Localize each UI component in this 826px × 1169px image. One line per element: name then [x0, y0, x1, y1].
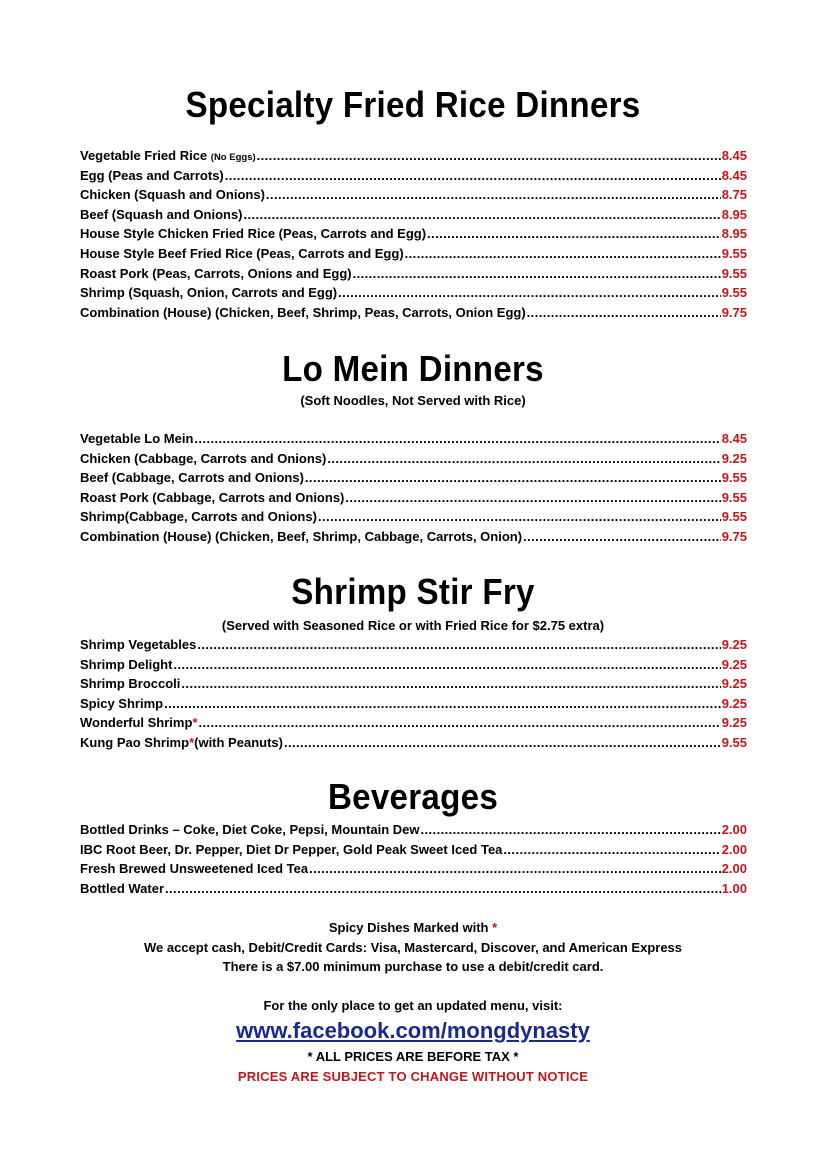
item-name: Shrimp Delight	[80, 656, 173, 672]
item-price: 9.25	[721, 637, 747, 652]
menu-item	[80, 224, 747, 244]
menu-item	[80, 449, 747, 469]
item-name: Kung Pao Shrimp	[80, 734, 190, 750]
item-name: Vegetable Fried Rice	[80, 148, 211, 163]
stir-fry-subtitle: (Served with Seasoned Rice or with Fried Rice for $2.75 extra)	[221, 618, 605, 633]
item-name: Shrimp(Cabbage, Carrots and Onions)	[80, 509, 317, 525]
menu-item	[80, 655, 747, 675]
tax-note: * ALL PRICES ARE BEFORE TAX *	[307, 1049, 519, 1064]
item-price: 8.45	[721, 148, 747, 163]
item-price: 1.00	[721, 880, 747, 896]
spicy-marker: *	[189, 734, 195, 750]
item-name: IBC Root Beer, Dr. Pepper, Diet Dr Pepper, Gold Peak Sweet Iced Tea	[80, 841, 503, 857]
leader-dots	[503, 840, 720, 860]
item-name: Chicken (Cabbage, Carrots and Onions)	[80, 450, 327, 466]
item-name: Chicken (Squash and Onions)	[80, 187, 265, 203]
leader-dots	[173, 655, 720, 675]
item-note: (No Eggs)	[210, 152, 256, 163]
item-price: 9.25	[721, 715, 747, 731]
price-change-note: PRICES ARE SUBJECT TO CHANGE WITHOUT NOTICE	[237, 1069, 589, 1084]
leader-dots	[284, 733, 721, 753]
item-name: House Style Chicken Fried Rice (Peas, Carrots and Egg)	[80, 226, 427, 242]
item-price: 9.75	[721, 304, 747, 320]
spicy-note-text: Spicy Dishes Marked with	[328, 920, 493, 935]
footer-notes	[0, 918, 826, 977]
item-name: Spicy Shrimp	[80, 695, 164, 711]
item-name: Beef (Squash and Onions)	[80, 206, 243, 222]
item-price: 9.55	[721, 245, 747, 261]
item-price: 9.25	[721, 695, 747, 711]
stir-fry-list	[80, 635, 747, 753]
item-name: House Style Beef Fried Rice (Peas, Carrots and Egg)	[80, 245, 404, 261]
minimum-note: There is a $7.00 minimum purchase to use a debit/credit card.	[222, 959, 604, 975]
leader-dots	[309, 859, 721, 879]
item-name: Roast Pork (Cabbage, Carrots and Onions)	[80, 489, 345, 505]
item-price: 9.55	[721, 470, 747, 486]
leader-dots	[257, 146, 721, 166]
leader-dots	[338, 283, 721, 303]
menu-item	[80, 166, 747, 186]
leader-dots	[327, 449, 720, 469]
item-price: 8.45	[721, 167, 747, 183]
menu-item	[80, 859, 747, 879]
item-name: Shrimp Vegetables	[80, 637, 197, 652]
menu-item	[80, 244, 747, 264]
item-name: Roast Pork (Peas, Carrots, Onions and Egg)	[80, 265, 352, 281]
item-price: 9.55	[721, 489, 747, 505]
item-price: 8.45	[721, 431, 747, 446]
leader-dots	[197, 635, 720, 655]
leader-dots	[405, 244, 721, 264]
leader-dots	[427, 224, 721, 244]
leader-dots	[165, 879, 721, 899]
menu-item	[80, 507, 747, 527]
item-price: 9.55	[721, 265, 747, 281]
menu-item	[80, 820, 747, 840]
item-name: Wonderful Shrimp	[80, 715, 193, 731]
menu-item	[80, 185, 747, 205]
item-price: 9.25	[721, 450, 747, 466]
menu-item	[80, 879, 747, 899]
beverages-list	[80, 820, 747, 898]
menu-item	[80, 468, 747, 488]
item-name: Vegetable Lo Mein	[80, 431, 194, 446]
leader-dots	[318, 507, 721, 527]
leader-dots	[225, 166, 721, 186]
item-extra: (with Peanuts)	[194, 734, 283, 750]
item-name: Bottled Drinks – Coke, Diet Coke, Pepsi, Mountain Dew	[80, 822, 420, 837]
beverages-title: Beverages	[327, 776, 499, 817]
facebook-link[interactable]: www.facebook.com/mongdynasty	[236, 1018, 590, 1043]
item-name: Egg (Peas and Carrots)	[80, 167, 224, 183]
spicy-note	[0, 918, 826, 938]
item-price: 9.55	[721, 509, 747, 525]
menu-item	[80, 527, 747, 547]
leader-dots	[353, 264, 721, 284]
leader-dots	[527, 303, 721, 323]
leader-dots	[523, 527, 721, 547]
item-price: 2.00	[721, 861, 747, 877]
spicy-marker: *	[492, 920, 498, 935]
item-price: 9.25	[721, 656, 747, 672]
item-price: 9.55	[721, 734, 747, 750]
item-price: 8.75	[721, 187, 747, 203]
item-name: Shrimp Broccoli	[80, 676, 181, 692]
item-name: Fresh Brewed Unsweetened Iced Tea	[80, 861, 309, 877]
item-name: Combination (House) (Chicken, Beef, Shrimp, Cabbage, Carrots, Onion)	[80, 528, 523, 544]
item-price: 9.75	[721, 528, 747, 544]
item-price: 2.00	[721, 822, 747, 837]
item-name: Shrimp (Squash, Onion, Carrots and Egg)	[80, 285, 338, 301]
leader-dots	[181, 674, 720, 694]
fried-rice-list	[80, 146, 747, 322]
menu-item	[80, 694, 747, 714]
menu-item	[80, 635, 747, 655]
item-price: 8.95	[721, 226, 747, 242]
menu-item	[80, 488, 747, 508]
menu-item	[80, 205, 747, 225]
menu-item	[80, 303, 747, 323]
item-name: Combination (House) (Chicken, Beef, Shrimp, Peas, Carrots, Onion Egg)	[80, 304, 526, 320]
lo-mein-title: Lo Mein Dinners	[282, 348, 544, 389]
menu-item	[80, 146, 747, 166]
item-price: 9.55	[721, 285, 747, 301]
leader-dots	[164, 694, 721, 714]
spicy-marker: *	[192, 715, 198, 731]
lo-mein-list	[80, 429, 747, 547]
item-name: Beef (Cabbage, Carrots and Onions)	[80, 470, 304, 486]
visit-note: For the only place to get an updated menu, visit:	[263, 998, 563, 1013]
menu-item	[80, 713, 747, 733]
menu-item	[80, 264, 747, 284]
lo-mein-subtitle: (Soft Noodles, Not Served with Rice)	[300, 393, 526, 408]
leader-dots	[305, 468, 721, 488]
leader-dots	[199, 713, 721, 733]
menu-item	[80, 840, 747, 860]
leader-dots	[421, 820, 721, 840]
payment-note: We accept cash, Debit/Credit Cards: Visa, Mastercard, Discover, and American Express	[143, 939, 683, 955]
menu-item	[80, 733, 747, 753]
item-price: 8.95	[721, 206, 747, 222]
item-price: 9.25	[721, 676, 747, 692]
leader-dots	[194, 429, 720, 449]
menu-item	[80, 283, 747, 303]
menu-item	[80, 674, 747, 694]
leader-dots	[345, 488, 720, 508]
fried-rice-title: Specialty Fried Rice Dinners	[185, 84, 641, 125]
leader-dots	[266, 185, 721, 205]
item-name: Bottled Water	[80, 880, 165, 896]
stir-fry-title: Shrimp Stir Fry	[291, 571, 535, 612]
leader-dots	[244, 205, 721, 225]
menu-item	[80, 429, 747, 449]
item-price: 2.00	[721, 841, 747, 857]
